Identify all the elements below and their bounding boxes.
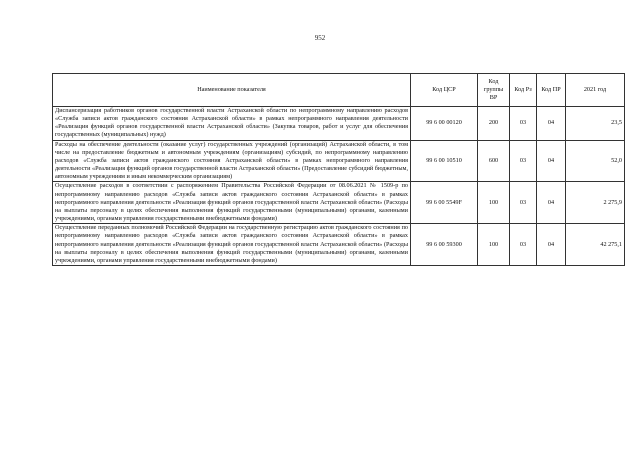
row-rz-code: 03 — [510, 224, 537, 266]
row-rz-code: 03 — [510, 107, 537, 141]
table-row — [53, 224, 625, 266]
row-amount: 2 275,9 — [566, 182, 625, 224]
header-rz: Код Рз — [510, 74, 537, 107]
row-vr-code: 200 — [478, 107, 510, 141]
row-pr-code: 04 — [537, 107, 566, 141]
row-name: Осуществление переданных полномочий Российской Федерации на государственную регистрацию актов гражданского состояния по непрограммному направлению расходов «Служба записи актов гражданского состояния Астраханской области» в рамках непрограммного направления деятельности «Реализация функций органов государственной власти Астраханской области» (Расходы на выплаты персоналу в целях обеспечения выполнения функций государственными (муниципальными) органами, казенными учреждениями, органами управления государственными внебюджетными фондами) — [53, 224, 411, 266]
row-vr-code: 600 — [478, 140, 510, 182]
row-rz-code: 03 — [510, 140, 537, 182]
row-pr-code: 04 — [537, 140, 566, 182]
row-pr-code: 04 — [537, 182, 566, 224]
table-row — [53, 182, 625, 224]
row-amount: 42 275,1 — [566, 224, 625, 266]
header-name: Наименование показателя — [53, 74, 411, 107]
budget-table — [52, 73, 625, 266]
row-pr-code: 04 — [537, 224, 566, 266]
row-name: Диспансеризация работников органов государственной власти Астраханской области по непрограммному направлению расходов «Служба записи актов гражданского состояния Астраханской области» в рамках непрограммного направления деятельности «Реализация функций органов государственной власти Астраханской области» (Закупка товаров, работ и услуг для обеспечения государственных (муниципальных) нужд) — [53, 107, 411, 141]
header-year: 2021 год — [566, 74, 625, 107]
row-csr-code: 99 6 00 5549F — [411, 182, 478, 224]
table-row — [53, 107, 625, 141]
row-name: Расходы на обеспечение деятельности (оказание услуг) государственных учреждений (организаций) Астраханской области, в том числе на предоставление бюджетным и автономным учреждениям (организациям) субсидий, по непрограммному направлению расходов «Служба записи актов гражданского состояния Астраханской области» в рамках непрограммного направления деятельности «Реализация функций органов государственной власти Астраханской области» (Предоставление субсидий бюджетным, автономным учреждениям и иным некоммерческим организациям) — [53, 140, 411, 182]
row-csr-code: 99 6 00 59300 — [411, 224, 478, 266]
header-csr: Код ЦСР — [411, 74, 478, 107]
row-name: Осуществление расходов в соответствии с распоряжением Правительства Российской Федерации от 08.06.2021 № 1509-р по непрограммному направлению расходов «Служба записи актов гражданского состояния Астраханской области» в рамках непрограммного направления деятельности «Реализация функций органов государственной власти Астраханской области» (Расходы на выплаты персоналу в целях обеспечения выполнения функций государственными (муниципальными) органами, казенными учреждениями, органами управления государственными внебюджетными фондами) — [53, 182, 411, 224]
row-vr-code: 100 — [478, 182, 510, 224]
row-csr-code: 99 6 00 10510 — [411, 140, 478, 182]
row-vr-code: 100 — [478, 224, 510, 266]
table-row — [53, 140, 625, 182]
row-amount: 52,0 — [566, 140, 625, 182]
header-vr: Код группы ВР — [478, 74, 510, 107]
page-number: 952 — [314, 34, 326, 42]
row-csr-code: 99 6 00 00120 — [411, 107, 478, 141]
header-pr: Код ПР — [537, 74, 566, 107]
table-header-row — [53, 74, 625, 107]
row-amount: 23,5 — [566, 107, 625, 141]
row-rz-code: 03 — [510, 182, 537, 224]
